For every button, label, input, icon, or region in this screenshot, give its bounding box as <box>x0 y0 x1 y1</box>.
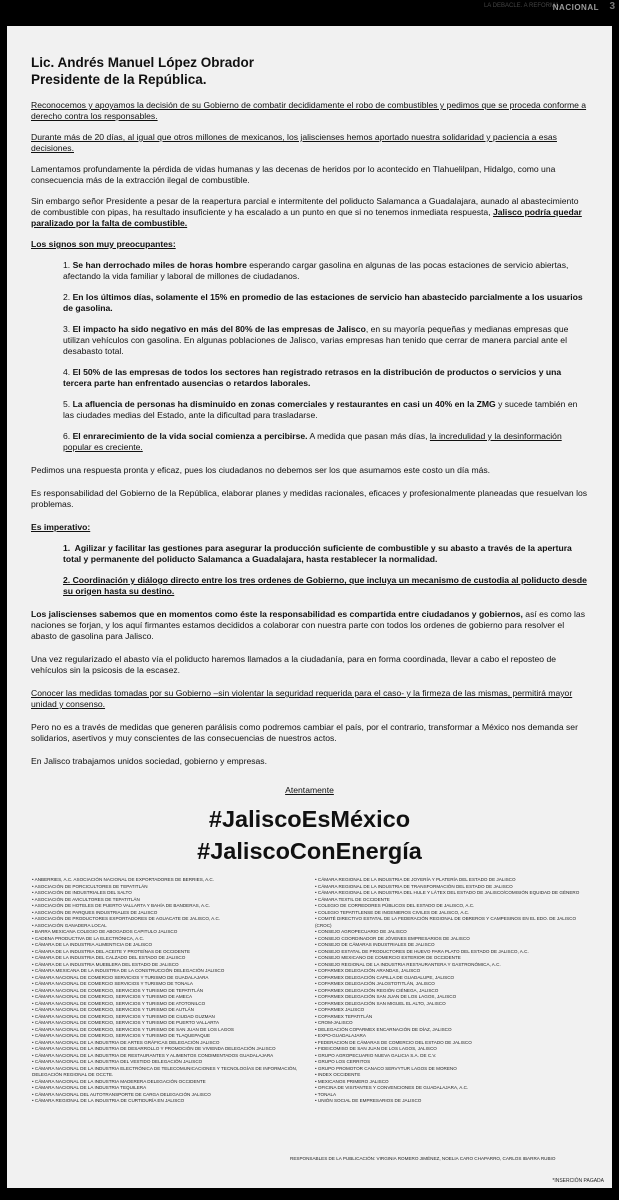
signatory-item: • COPARMEX DELEGACIÓN REGIÓN CIÉNEGA, JALISCO <box>315 987 439 993</box>
signatory-item: • EXPO-GUADALAJARA <box>315 1033 366 1038</box>
signatory-item: • CÁMARA NACIONAL DE COMERCIO, SERVICIOS Y TURISMO DE PUERTO VALLARTA <box>32 1020 220 1025</box>
signatory-item: • GRUPO PROMOTOR CANACO SERVYTUR LAGOS DE MORENO <box>315 1065 457 1071</box>
sign-off: Atentamente <box>285 785 334 795</box>
signatory-item: • CÁMARA DE LA INDUSTRIA ALIMENTICIA DE JALISCO <box>32 942 153 947</box>
signatory-item: • CÁMARA NACIONAL DE COMERCIO, SERVICIOS Y TURISMO DE AMECA <box>32 994 193 999</box>
signatory-item: • CADENA PRODUCTIVA DE LA ELECTRÓNICA, A.C. <box>32 935 145 941</box>
signatory-item: • ASOCIACIÓN DE INDUSTRIALES DEL SALTO <box>32 890 132 895</box>
signs-heading: Los signos son muy preocupantes: <box>31 239 176 249</box>
paragraph-1: Reconocemos y apoyamos la decisión de su Gobierno de combatir decididamente el robo de combustibles y pedimos que se proceda conforme a derecho contra los responsables. <box>31 100 587 121</box>
advertisement-page <box>7 26 612 1188</box>
paragraph-10: Pero no es a través de medidas que generen parálisis como podremos cambiar el país, por el contrario, transformar a México nos demanda ser solidarios, asertivos y muy conscientes de las consecuencias de nuestros actos. <box>31 722 578 743</box>
signatory-item: • ASOCIACIÓN DE AVICULTORES DE TEPATITLÁN <box>32 896 140 902</box>
signatory-item: • CÁMARA NACIONAL DEL AUTOTRANSPORTE DE CARGA DELEGACIÓN JALISCO <box>32 1091 211 1097</box>
signatory-item: • CONSEJO COORDINADOR DE JÓVENES EMPRESARIOS DE JALISCO <box>315 935 470 941</box>
signatory-item: • CÁMARA REGIONAL DE LA INDUSTRIA DE JOYERÍA Y PLATERÍA DEL ESTADO DE JALISCO <box>315 877 516 882</box>
paragraph-4 <box>31 196 588 229</box>
signatory-item: • CÁMARA NACIONAL DE COMERCIO, SERVICIOS Y TURISMO DE CIUDAD GUZMAN <box>32 1013 215 1019</box>
signatories-right-column <box>315 877 595 1105</box>
signatory-item: • UNIÓN SOCIAL DE EMPRESARIOS DE JALISCO <box>315 1098 422 1103</box>
sign-item: 5. La afluencia de personas ha disminuido en zonas comerciales y restaurantes en casi un 40% en la ZMG y sucede también en las ciudades medias del Estado, ante la dificultad para trasladarse. <box>63 399 578 420</box>
signatory-item: • CÁMARA MEXICANA DE LA INDUSTRIA DE LA CONSTRUCCIÓN DELEGACIÓN JALISCO <box>32 968 225 973</box>
page-number: 3 <box>609 1 615 12</box>
paid-insertion-note: *INSERCIÓN PAGADA <box>552 1178 604 1184</box>
signatory-item: • COLEGIO TEPATITLENSE DE INGENIEROS CIVILES DE JALISCO, A.C. <box>315 909 470 915</box>
publication-responsible: RESPONSABLES DE LA PUBLICACIÓN: VIRGINIA ROMERO JIMÉNEZ, NOELIA CARO CHAPARRO, CARLOS IBARRA RUBIO <box>290 1156 556 1161</box>
signatory-item: • CONSEJO AGROPECUARIO DE JALISCO <box>315 929 407 934</box>
signatory-item: • COPARMEX TEPATITLÁN <box>315 1013 373 1019</box>
paragraph-9: Conocer las medidas tomadas por su Gobierno –sin violentar la seguridad requerida para el caso- y la firmeza de las mismas, permitirá mayor unidad y consenso. <box>31 688 573 709</box>
section-label: NACIONAL <box>552 3 599 12</box>
signatory-item: • CÁMARA NACIONAL DE LA INDUSTRIA DE RESTAURANTES Y ALIMENTOS CONDIMENTADOS GUADALAJARA <box>32 1052 274 1058</box>
signatory-item: • ASOCIACIÓN GANADERA LOCAL <box>32 922 107 928</box>
hashtag-jalisco-es-mexico: #JaliscoEsMéxico <box>208 806 411 832</box>
signatory-item: • FEDERACION DE CÁMARAS DE COMERCIO DEL ESTADO DE JALISCO <box>315 1039 472 1045</box>
paragraph-11: En Jalisco trabajamos unidos sociedad, gobierno y empresas. <box>31 756 267 766</box>
signatory-item: • COMITÉ DIRECTIVO ESTATAL DE LA FEDERACIÓN REGIONAL DE OBREROS Y CAMPESINOS EN EL EDO. DE JALISCO (CROC) <box>315 916 577 928</box>
hashtag-jalisco-con-energia: #JaliscoConEnergía <box>197 838 422 864</box>
signatory-item: • CÁMARA NACIONAL DE LA INDUSTRIA DE ARTES GRÁFICAS DELEGACIÓN JALISCO <box>32 1039 220 1045</box>
signatory-item: • CÁMARA DE LA INDUSTRIA MUEBLERA DEL ESTADO DE JALISCO <box>32 961 179 967</box>
signatory-item: • CÁMARA NACIONAL DE COMERCIO, SERVICIOS Y TURISMO DE AUTLÁN <box>32 1007 194 1012</box>
imperative-list <box>31 543 588 597</box>
signatory-item: • COPARMEX DELEGACIÓN ARANDAS, JALISCO <box>315 968 421 973</box>
sign-item: 1. Se han derrochado miles de horas hombre esperando cargar gasolina en algunas de las pocas estaciones de servicio abiertas, afectando la vida familiar y laboral de millones de ciudadanos. <box>63 260 569 281</box>
signatory-item: • CÁMARA NACIONAL DE COMERCIO, SERVICIOS Y TURISMO DE ATOTONILCO <box>32 1000 206 1006</box>
signatory-item: • CÁMARA NACIONAL DE COMERCIO, SERVICIOS Y TURISMO DE TLAQUEPAQUE <box>32 1033 211 1038</box>
signatory-item: • ASOCIACIÓN DE PORCICULTORES DE TEPATITLÁN <box>32 883 148 889</box>
signatory-item: • CÁMARA NACIONAL DE LA INDUSTRIA DE DESARROLLO Y PROMOCIÓN DE VIVIENDA DELEGACIÓN JALISCO <box>32 1046 276 1051</box>
imperative-heading: Es imperativo: <box>31 522 91 532</box>
signatory-item: • COPARMEX JALISCO <box>315 1007 365 1012</box>
signatory-item: • CONSEJO MEXICANO DE COMERCIO EXTERIOR DE OCCIDENTE <box>315 955 461 960</box>
addressee-title: Presidente de la República. <box>31 72 207 87</box>
signatory-item: • COPARMEX DELEGACIÓN JALOSTOTITLÁN, JALISCO <box>315 981 435 986</box>
closing-block <box>31 785 588 867</box>
paragraph-7: Los jaliscienses sabemos que en momentos como éste la responsabilidad es compartida entre ciudadanos y gobiernos, así es como las naciones se forjan, y los aquí firmantes estamos decididos a colaborar con nuestra parte con todos los ordenes de gobierno para resolver el abasto de gasolina para Jalisco. <box>31 609 585 641</box>
signatory-item: • BARRA MEXICANA COLEGIO DE ABOGADOS CAPITULO JALISCO <box>32 929 178 934</box>
signatory-item: • CÁMARA NACIONAL DE LA INDUSTRIA ELECTRÓNICA DE TELECOMUNICACIONES Y TECNOLOGÍAS DE INFORMACIÓN, DELEGACIÓN REGIONAL DE OCCTE. <box>32 1065 298 1077</box>
signatories-left-column <box>32 877 312 1105</box>
sign-item: 3. El impacto ha sido negativo en más del 80% de las empresas de Jalisco, en su mayoría pequeñas y medianas empresas que utilizan vehículos con gasolina. En algunas poblaciones de Jalisco, varias empresas han tenido que cerrar de manera parcial ante el desabasto total. <box>63 324 569 356</box>
signatory-item: • CONSEJO DE CÁMARAS INDUSTRIALES DE JALISCO <box>315 942 435 947</box>
paragraph-5: Pedimos una respuesta pronta y eficaz, pues los ciudadanos no debemos ser los que asumamos este costo un día más. <box>31 465 491 475</box>
signatory-item: • CÁMARA TEXTIL DE OCCIDENTE <box>315 896 390 902</box>
signatory-item: • DELEGACIÓN COPARMEX ENCARNACIÓN DE DÍAZ, JALISCO <box>315 1026 452 1032</box>
paragraph-6: Es responsabilidad del Gobierno de la República, elaborar planes y medidas racionales, eficaces y profesionalmente planeadas que resuelvan los problemas. <box>31 488 588 509</box>
signatory-item: • ASOCIACIÓN DE PRODUCTORES EXPORTADORES DE AGUACATE DE JALISCO, A.C. <box>32 916 221 921</box>
imperative-item: 2. Coordinación y diálogo directo entre los tres ordenes de Gobierno, que incluya un mecanismo de custodia al poliducto desde su origen hasta su destino. <box>63 575 587 596</box>
header-faint-text: LA DEBACLE. A REFORMA <box>483 3 559 9</box>
signatory-item: • CONSEJO REGIONAL DE LA INDUSTRIA RESTAURANTERA Y GASTRONÓMICA, A.C. <box>315 961 501 967</box>
signatory-item: • CÁMARA NACIONAL DE LA INDUSTRIA TEQUILERA <box>32 1085 147 1090</box>
paragraph-2: Durante más de 20 días, al igual que otros millones de mexicanos, los jaliscienses hemos aportado nuestra solidaridad y paciencia a esas decisiones. <box>31 132 557 153</box>
signatory-item: • CÁMARA REGIONAL DE LA INDUSTRIA DE CURTIDURÍA EN JALISCO <box>32 1098 185 1103</box>
addressee-name: Lic. Andrés Manuel López Obrador <box>31 55 255 70</box>
open-letter <box>31 54 588 867</box>
signs-list <box>31 260 588 453</box>
paragraph-4-text: Sin embargo señor Presidente a pesar de la reapertura parcial e intermitente del poliducto Salamanca a Guadalajara, aunado al abastecimiento de combustible con pipas, ha resultado insuficiente y ha escalado a un punto en que si no tenemos inmediata respuesta, <box>31 196 579 217</box>
paragraph-8: Una vez regularizado el abasto vía el poliducto haremos llamados a la ciudadanía, para en forma coordinada, llevar a cabo el reposteo de vehículos sin la psicosis de la escasez. <box>31 654 557 675</box>
paragraph-3: Lamentamos profundamente la pérdida de vidas humanas y las decenas de heridos por lo acontecido en Tlahuelilpan, Hidalgo, como una consecuencia más de la extracción ilegal de combustible. <box>31 164 556 185</box>
signatory-item: • CÁMARA REGIONAL DE LA INDUSTRIA DEL HULE Y LÁTEX DEL ESTADO DE JALISCO/COMISIÓN EQUIDAD DE GÉNERO <box>315 890 580 895</box>
signatory-item: • COPARMEX DELEGACIÓN SAN MIGUEL EL ALTO, JALISCO <box>315 1000 446 1006</box>
newspaper-top-bar <box>0 0 619 18</box>
signatory-item: • ASOCIACIÓN DE PARQUES INDUSTRIALES DE JALISCO <box>32 909 158 915</box>
signatory-item: • CROM-JALISCO <box>315 1020 353 1025</box>
signatory-item: • FIDEICOMISO DE SAN JUAN DE LOS LAGOS, JALISCO <box>315 1046 437 1051</box>
signatory-item: • CÁMARA REGIONAL DE LA INDUSTRIA DE TRANSFORMACIÓN DEL ESTADO DE JALISCO <box>315 883 513 889</box>
signatory-item: • CÁMARA NACIONAL DE COMERCIO SERVICIOS Y TURISMO DE TONALA <box>32 981 193 986</box>
paragraph-4-emphasis: Jalisco podría quedar paralizado por la falta de combustible. <box>31 207 582 228</box>
signatory-item: • MEXICANOS PRIMERO JALISCO <box>315 1078 389 1084</box>
signatory-item: • CÁMARA DE LA INDUSTRIA DEL CALZADO DEL ESTADO DE JALISCO <box>32 955 186 960</box>
sign-item: 6. El enrarecimiento de la vida social comienza a percibirse. A medida que pasan más días, la incredulidad y la desinformación popular es creciente. <box>63 431 562 452</box>
signatory-item: • TONALA <box>315 1091 337 1097</box>
sign-item: 4. El 50% de las empresas de todos los sectores han registrado retrasos en la distribución de productos o servicios y una tercera parte han enfrentado ausencias o retardos laborales. <box>63 367 562 388</box>
signatory-item: • CÁMARA NACIONAL DE LA INDUSTRIA DEL VESTIDO DELEGACIÓN JALISCO <box>32 1059 203 1064</box>
signatory-item: • GRUPO AGROPECUARIO NUEVA GALICIA S.A. DE C.V. <box>315 1052 437 1058</box>
signatory-item: • GRUPO LOS CERRITOS <box>315 1059 371 1064</box>
signatory-item: • CÁMARA NACIONAL DE LA INDUSTRIA MADERERA DELEGACIÓN OCCIDENTE <box>32 1078 206 1084</box>
signatory-item: • INDEX OCCIDENTE <box>315 1072 361 1077</box>
signatory-item: • ANBERRIES, A.C. ASOCIACIÓN NACIONAL DE EXPORTADORES DE BERRIES, A.C. <box>32 877 215 882</box>
signatory-item: • COPARMEX DELEGACIÓN SAN JUAN DE LOS LAGOS, JALISCO <box>315 994 457 999</box>
signatory-item: • CÁMARA NACIONAL DE COMERCIO, SERVICIOS Y TURISMO DE TEPATITLÁN <box>32 987 204 993</box>
signatory-item: • ASOCIACIÓN DE HOTELES DE PUERTO VALLARTA Y BAHÍA DE BANDERAS, A.C. <box>32 903 210 908</box>
signatory-item: • COLEGIO DE CORREDORES PÚBLICOS DEL ESTADO DE JALISCO, A.C. <box>315 903 475 908</box>
signatory-item: • CONSEJO ESTATAL DE PRODUCTORES DE HUEVO PARA PLATO DEL ESTADO DE JALISCO, A.C. <box>315 948 529 954</box>
signatory-item: • CÁMARA NACIONAL DE COMERCIO SERVICIOS Y TURISMO DE GUADALAJARA <box>32 974 209 980</box>
signatory-item: • CÁMARA DE LA INDUSTRIA DEL ACEITE Y PROTEÍNAS DE OCCIDENTE <box>32 948 191 954</box>
signatory-item: • COPARMEX DELEGACIÓN CAPILLA DE GUADALUPE, JALISCO <box>315 974 455 980</box>
signatory-item: • OFICINA DE VISITANTES Y CONVENCIONES DE GUADALAJARA, A.C. <box>315 1085 469 1090</box>
imperative-item: 1. Agilizar y facilitar las gestiones para asegurar la producción suficiente de combustible y su abasto a través de la apertura total y permanente del poliducto Salamanca a Guadalajara, hasta restablecer la normalidad. <box>63 543 572 564</box>
signatory-item: • CÁMARA NACIONAL DE COMERCIO, SERVICIOS Y TURISMO DE SAN JUAN DE LOS LAGOS <box>32 1026 234 1032</box>
sign-item: 2. En los últimos días, solamente el 15% en promedio de las estaciones de servicio han abastecido parcialmente a los usuarios de gasolina. <box>63 292 583 313</box>
